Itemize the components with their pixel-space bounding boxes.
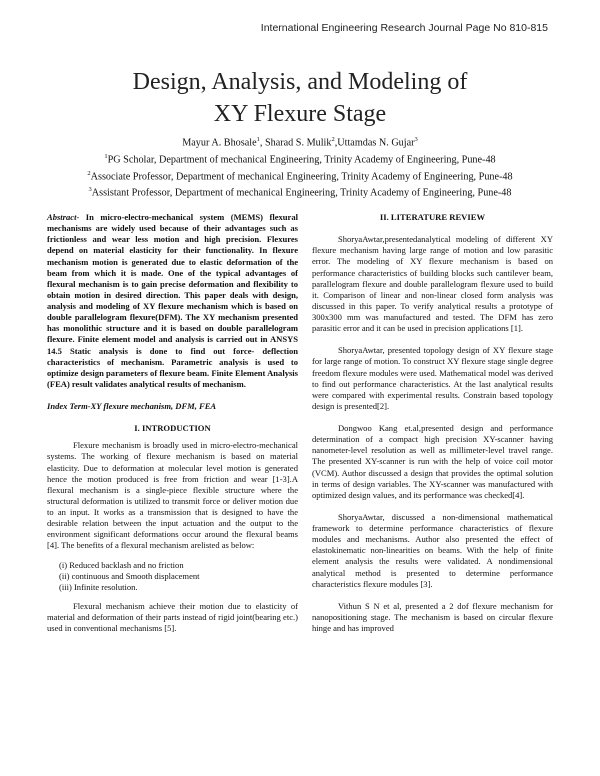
left-column — [47, 212, 298, 634]
list-item: (ii) continuous and Smooth displacement — [59, 570, 200, 581]
right-column — [312, 212, 553, 634]
intro-paragraph-2: Flexural mechanism achieve their motion due to elasticity of material and deformation of their parts instead of rigid joint(bearing etc.) used in conventional mechanisms [5]. — [47, 600, 298, 634]
journal-header: International Engineering Research Journal Page No 810-815 — [260, 22, 548, 34]
paper-title — [0, 66, 600, 130]
author-block — [0, 133, 600, 200]
affiliation-2: $^2$Associate Professor, Department of mechanical Engineering, Trinity Academy of Engineering, Pune-48 — [87, 169, 513, 182]
literature-paragraph-2: ShoryaAwtar, presented topology design of XY flexure stage for large range of motion. To construct XY flexure stage single degree freedom flexure modules were used. Mathematical model was derived to find out performance characteristics. At the last analytical results were compared with experimental results. Constrain based topology design is presented[2]. — [312, 345, 553, 411]
affiliation-3: $^3$Assistant Professor, Department of mechanical Engineering, Trinity Academy of Engineering, Pune-48 — [88, 186, 512, 199]
index-terms: Index Term-XY flexure mechanism, DFM, FEA — [47, 401, 217, 411]
author-names: Mayur A. Bhosale$^1$, Sharad S. Mulik$^2$,Uttamdas N. Gujar$^3$ — [182, 136, 418, 149]
benefits-list — [59, 560, 298, 593]
affiliation-1: $^1$PG Scholar, Department of mechanical Engineering, Trinity Academy of Engineering, Pune-48 — [104, 152, 496, 166]
list-item: (iii) Infinite resolution. — [59, 581, 138, 592]
literature-paragraph-5: Vithun S N et al, presented a 2 dof flexure mechanism for nanopositioning stage. The mechanism is based on circular flexure hinge and has improved — [312, 600, 553, 633]
intro-paragraph-1: Flexure mechanism is broadly used in micro-electro-mechanical systems. The working of flexure mechanism is based on material elasticity. Due to deformation at molecular level motion is generated hence the motion produced is free from friction and wear [1-3].A flexural mechanism is a single-piece flexible structure where the structural deformation is utilized to transmit force or deliver motion due to an input. It works as a transmission that is designed to have the desirable relation between the input actuation and the output to the environment significant deformations occur around the flexural beams [4]. The benefits of a flexural mechanism arelisted as below: — [47, 440, 298, 551]
list-item: (i) Reduced backlash and no friction — [59, 559, 184, 570]
title-line-2: XY Flexure Stage — [213, 101, 387, 127]
section-heading-introduction: I. INTRODUCTION — [134, 423, 211, 434]
title-line-1: Design, Analysis, and Modeling of — [132, 69, 468, 95]
literature-paragraph-3: Dongwoo Kang et.al,presented design and performance determination of a compact high precision XY-scanner having nanometer-level resolution as well as millimeter-level travel range. The presented XY-scanner is run with the help of voice coil motor (VCM). Author discussed a design that provides the optimal solution in terms of design variables. The XY-scanner was manufactured with optimized design values, and its performance was checked[4]. — [312, 423, 553, 500]
section-heading-literature-review: II. LITERATURE REVIEW — [379, 212, 486, 222]
literature-paragraph-4: ShoryaAwtar, discussed a non-dimensional mathematical framework to determine performance characteristics of flexure modules and mechanisms. Author also presented the effect of elastokinematic non-linearities on beams. With the help of finite element analysis the results were validated. A nondimensional analytical method is presented to determine performance characteristics flexure modules [3]. — [312, 511, 553, 589]
abstract: Abstract- In micro-electro-mechanical system (MEMS) flexural mechanisms are widely used because of their advantages such as frictionless and wear less motion and high precision. Flexures depend on material elasticity for their functionality. In flexure mechanism motion is generated due to elastic deformation of the beam from which it is made. One of the typical advantages of flexural mechanism is to gain precise deformation and flexibility to obtain motion in desired direction. This paper deals with design, analysis and modeling of XY flexure mechanism which is based on double parallelogram flexure(DFM). The XY mechanism presented has monolithic structure and it is based on double parallelogram flexure. Finite element model and analysis is carried out in ANSYS 14.5 Static analysis is done to find out force- deflection characteristics of mechanism. Parametric analysis is used to optimize design parameters of flexure beam. Finite Element Analysis (FEA) result validates analytical results of mechanism. — [47, 212, 298, 389]
literature-paragraph-1: ShoryaAwtar,presentedanalytical modeling of different XY flexure mechanism having large range of motion and low parasitic error. The modeling of XY flexure mechanism is based on performance characteristics of building blocks such cantilever beam, parallelogram flexure and double parallelogram flexure used to build it. Comparison of linear and non-linear closed form analysis was discussed in this paper. To verify analytical results a prototype of 300x300 mm was manufactured and tested. The DFM has zero parasitic error and it can be used in precision applications [1]. — [312, 234, 553, 334]
